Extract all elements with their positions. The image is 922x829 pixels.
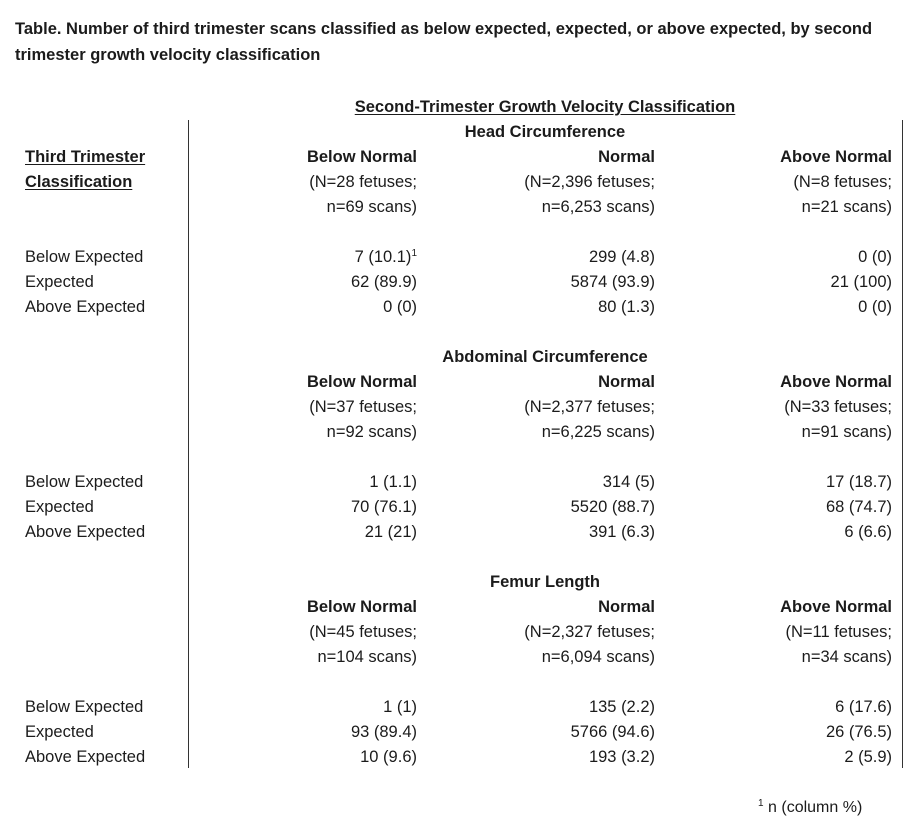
column-n-fetuses: (N=33 fetuses; [784,398,892,416]
column-header: Above Normal [780,598,892,616]
table-cell [187,270,417,295]
footnote-mark: 1 [758,798,764,809]
table-cell [662,520,892,545]
table-cell [662,495,892,520]
table-cell [662,270,892,295]
column-n-fetuses: (N=2,396 fetuses; [524,173,655,191]
column-n-scans: n=6,094 scans) [541,648,655,666]
footnote [758,796,862,820]
footnote-text: n (column %) [768,799,863,816]
column-header: Above Normal [780,373,892,391]
cell-value: 70 (76.1) [350,498,417,516]
table-cell [425,695,655,720]
table-cell [425,470,655,495]
cell-value: 6 (17.6) [835,698,892,716]
table-cell [187,470,417,495]
table-cell [662,245,892,270]
spanner-heading: Second-Trimester Growth Velocity Classification [354,98,736,116]
column-n-scans: n=34 scans) [801,648,892,666]
table-cell [662,295,892,320]
table-cell [425,745,655,770]
cell-value: 21 (21) [364,523,417,541]
column-header: Below Normal [306,373,417,391]
row-label: Expected [25,498,94,516]
column-n-fetuses: (N=11 fetuses; [785,623,892,641]
table-cell [425,295,655,320]
row-label: Expected [25,723,94,741]
cell-value: 5874 (93.9) [570,273,655,291]
table-cell [187,520,417,545]
cell-value: 62 (89.9) [350,273,417,291]
cell-value: 10 (9.6) [360,748,417,766]
column-n-scans: n=21 scans) [801,198,892,216]
row-label: Expected [25,273,94,291]
cell-value: 314 (5) [602,473,655,491]
table-cell [425,270,655,295]
row-header-line1: Third Trimester [25,148,146,166]
cell-value: 0 (0) [858,298,892,316]
column-n-fetuses: (N=8 fetuses; [793,173,892,191]
cell-value: 80 (1.3) [598,298,655,316]
table-cell [187,495,417,520]
column-n-scans: n=91 scans) [801,423,892,441]
cell-value: 26 (76.5) [825,723,892,741]
table-cell [187,720,417,745]
cell-value: 17 (18.7) [825,473,892,491]
column-n-fetuses: (N=37 fetuses; [309,398,417,416]
row-label: Above Expected [25,523,146,541]
column-n-fetuses: (N=28 fetuses; [309,173,417,191]
column-header: Normal [598,373,655,391]
right-border [902,120,903,768]
table-cell [662,695,892,720]
column-header: Below Normal [306,148,417,166]
section-heading: Abdominal Circumference [442,348,648,366]
cell-value: 299 (4.8) [588,248,655,266]
column-n-scans: n=92 scans) [326,423,417,441]
column-n-fetuses: (N=45 fetuses; [309,623,417,641]
table-cell [187,695,417,720]
table-cell [425,720,655,745]
cell-value: 0 (0) [858,248,892,266]
cell-value: 193 (3.2) [588,748,655,766]
column-n-fetuses: (N=2,377 fetuses; [524,398,655,416]
cell-value: 21 (100) [830,273,892,291]
cell-value: 7 (10.1) [354,248,412,266]
column-n-scans: n=6,253 scans) [541,198,655,216]
cell-value: 1 (1) [383,698,417,716]
column-n-scans: n=104 scans) [317,648,417,666]
table-cell [425,520,655,545]
row-label: Below Expected [25,698,144,716]
table-cell [425,495,655,520]
column-n-scans: n=6,225 scans) [541,423,655,441]
cell-value: 5520 (88.7) [570,498,655,516]
row-label: Below Expected [25,473,144,491]
cell-value: 0 (0) [383,298,417,316]
table-cell [662,720,892,745]
table-title: Table. Number of third trimester scans classified as below expected, expected, or above expected, by second trimester growth velocity classification [15,20,873,64]
section-heading: Femur Length [490,573,600,591]
table-cell [662,745,892,770]
table-cell [187,245,417,270]
row-label: Above Expected [25,298,146,316]
row-label: Above Expected [25,748,146,766]
cell-value: 2 (5.9) [844,748,892,766]
column-n-fetuses: (N=2,327 fetuses; [524,623,655,641]
footnote-mark: 1 [411,248,417,259]
column-header: Normal [598,148,655,166]
column-header: Normal [598,598,655,616]
column-n-scans: n=69 scans) [326,198,417,216]
table-cell [662,470,892,495]
table-cell [187,295,417,320]
row-label: Below Expected [25,248,144,266]
cell-value: 391 (6.3) [588,523,655,541]
row-header-line2: Classification [25,173,133,191]
table-cell [187,745,417,770]
column-header: Below Normal [306,598,417,616]
table-cell [425,245,655,270]
column-header: Above Normal [780,148,892,166]
cell-value: 68 (74.7) [825,498,892,516]
cell-value: 135 (2.2) [588,698,655,716]
cell-value: 93 (89.4) [350,723,417,741]
cell-value: 5766 (94.6) [570,723,655,741]
cell-value: 1 (1.1) [369,473,417,491]
section-heading: Head Circumference [464,123,626,141]
cell-value: 6 (6.6) [844,523,892,541]
